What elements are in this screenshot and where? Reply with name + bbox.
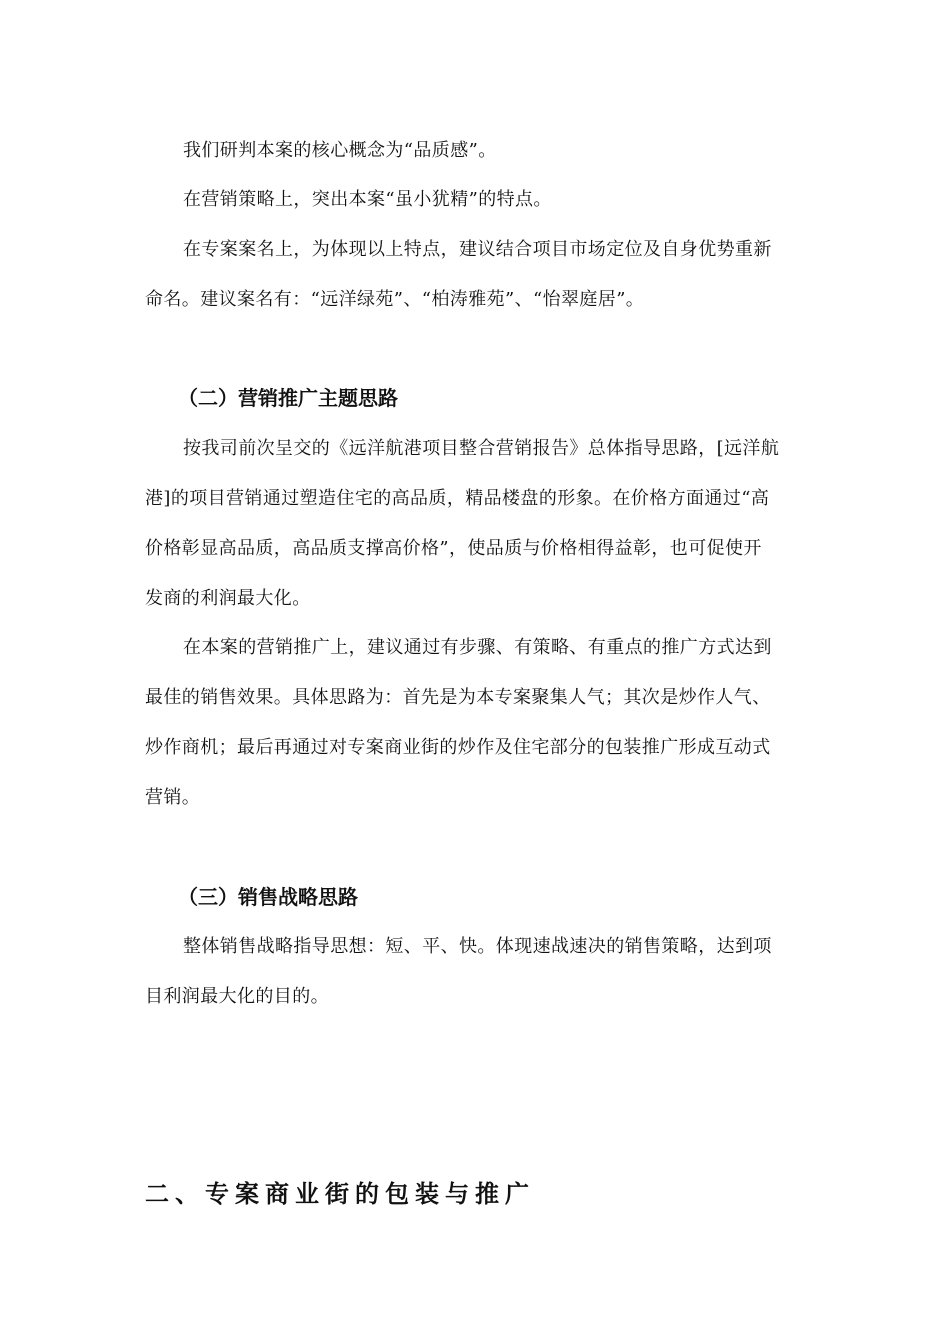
- section-heading: （三）销售战略思路: [178, 885, 358, 909]
- paragraph-line: 整体销售战略指导思想：短、平、快。体现速战速决的销售策略，达到项: [183, 936, 772, 957]
- paragraph-line: 港]的项目营销通过塑造住宅的高品质，精品楼盘的形象。在价格方面通过“高: [145, 488, 770, 509]
- section-heading: （二）营销推广主题思路: [178, 386, 398, 410]
- paragraph-line: 营销。: [145, 787, 201, 808]
- chapter-title: 二、专案商业街的包装与推广: [145, 1179, 535, 1208]
- paragraph-line: 在专案案名上，为体现以上特点，建议结合项目市场定位及自身优势重新: [183, 239, 772, 260]
- paragraph-line: 按我司前次呈交的《远洋航港项目整合营销报告》总体指导思路，[远洋航: [183, 438, 780, 459]
- paragraph-line: 在本案的营销推广上，建议通过有步骤、有策略、有重点的推广方式达到: [183, 637, 772, 658]
- paragraph-line: 发商的利润最大化。: [145, 588, 311, 609]
- paragraph-line: 命名。建议案名有：“远洋绿苑”、“柏涛雅苑”、“怡翠庭居”。: [145, 289, 645, 310]
- paragraph-line: 最佳的销售效果。具体思路为：首先是为本专案聚集人气；其次是炒作人气、: [145, 687, 771, 708]
- paragraph-line: 目利润最大化的目的。: [145, 986, 329, 1007]
- paragraph-line: 在营销策略上，突出本案“虽小犹精”的特点。: [183, 189, 552, 210]
- paragraph-line: 我们研判本案的核心概念为“品质感”。: [183, 140, 497, 161]
- paragraph-line: 炒作商机；最后再通过对专案商业街的炒作及住宅部分的包装推广形成互动式: [145, 737, 771, 758]
- paragraph-line: 价格彰显高品质，高品质支撑高价格”，使品质与价格相得益彰，也可促使开: [145, 538, 762, 559]
